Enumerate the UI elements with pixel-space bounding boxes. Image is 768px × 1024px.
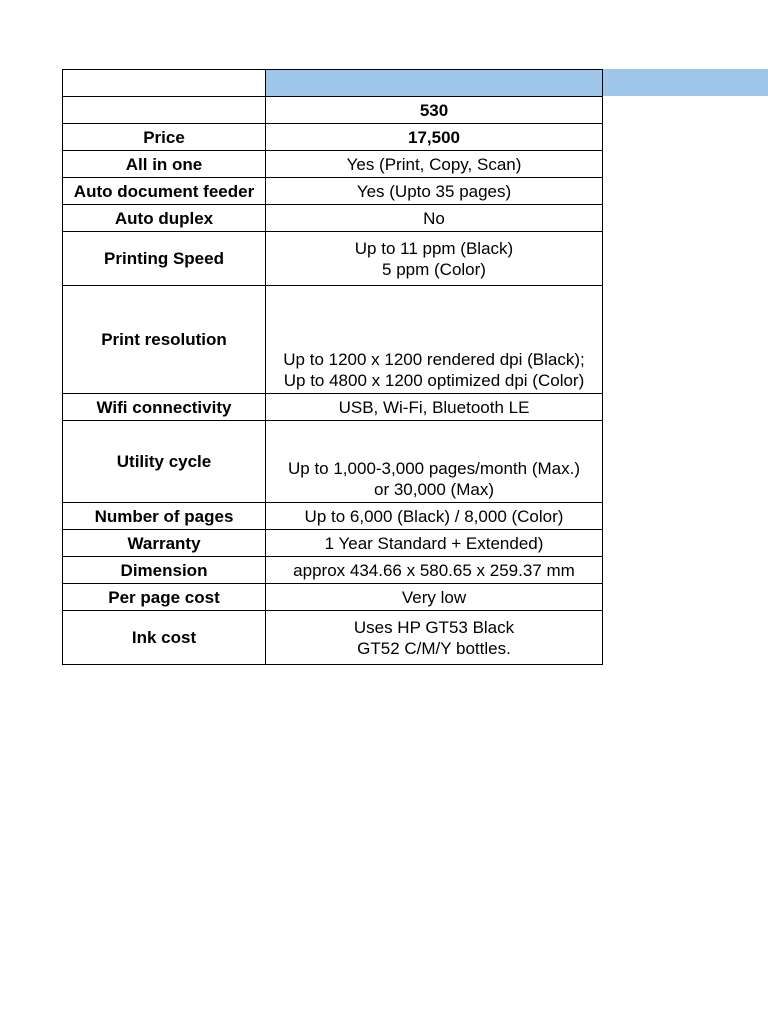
row-value-all-in-one [266, 151, 603, 178]
row-value-dimension [266, 557, 603, 584]
header-empty-cell [63, 70, 266, 97]
row-label-ink-cost: Ink cost [63, 611, 266, 665]
table-row [63, 178, 603, 205]
row-value-per-page-cost [266, 584, 603, 611]
row-value-auto-document-feeder [266, 178, 603, 205]
model-value: 530 [266, 97, 603, 124]
table-row [63, 421, 603, 503]
value-line: USB, Wi-Fi, Bluetooth LE [338, 397, 530, 417]
value-line: GT52 C/M/Y bottles. [357, 638, 511, 658]
row-label-price: Price [63, 124, 266, 151]
value-line: Yes (Print, Copy, Scan) [346, 154, 522, 174]
table-row-model [63, 97, 603, 124]
row-value-printing-speed [266, 232, 603, 286]
value-line: Very low [401, 587, 467, 607]
row-value-auto-duplex [266, 205, 603, 232]
row-value-print-resolution [266, 286, 603, 394]
row-label-auto-document-feeder: Auto document feeder [63, 178, 266, 205]
row-value-number-of-pages [266, 503, 603, 530]
row-label-per-page-cost: Per page cost [63, 584, 266, 611]
row-label-all-in-one: All in one [63, 151, 266, 178]
table-row [63, 232, 603, 286]
row-label-printing-speed: Printing Speed [63, 232, 266, 286]
value-line: 1 Year Standard + Extended) [324, 533, 544, 553]
value-line: Up to 6,000 (Black) / 8,000 (Color) [304, 506, 564, 526]
row-label-wifi-connectivity: Wifi connectivity [63, 394, 266, 421]
model-label-cell [63, 97, 266, 124]
value-line: Up to 11 ppm (Black) [354, 238, 514, 258]
value-line: Up to 1,000-3,000 pages/month (Max.) [288, 459, 580, 478]
row-label-warranty: Warranty [63, 530, 266, 557]
value-line: Yes (Upto 35 pages) [356, 181, 512, 201]
row-value-wifi-connectivity [266, 394, 603, 421]
row-value-warranty [266, 530, 603, 557]
table-row [63, 205, 603, 232]
table-row [63, 503, 603, 530]
row-label-dimension: Dimension [63, 557, 266, 584]
table-row [63, 584, 603, 611]
row-label-utility-cycle: Utility cycle [63, 421, 266, 503]
value-line: Up to 1200 x 1200 rendered dpi (Black); [283, 350, 585, 369]
spec-table [62, 69, 603, 665]
header-band-cell [266, 70, 603, 97]
table-row [63, 151, 603, 178]
value-line: Up to 4800 x 1200 optimized dpi (Color) [283, 371, 585, 390]
row-label-auto-duplex: Auto duplex [63, 205, 266, 232]
table-row [63, 530, 603, 557]
row-value-price [266, 124, 603, 151]
row-value-utility-cycle [266, 421, 603, 503]
table-row [63, 557, 603, 584]
value-line: or 30,000 (Max) [374, 480, 494, 499]
table-row [63, 394, 603, 421]
row-value-ink-cost [266, 611, 603, 665]
row-label-number-of-pages: Number of pages [63, 503, 266, 530]
value-line: approx 434.66 x 580.65 x 259.37 mm [293, 560, 575, 580]
row-label-print-resolution: Print resolution [63, 286, 266, 394]
table-row-header [63, 70, 603, 97]
value-line: 5 ppm (Color) [382, 259, 486, 279]
table-row [63, 124, 603, 151]
value-line: 17,500 [408, 127, 460, 147]
table-row [63, 286, 603, 394]
value-line: No [423, 208, 445, 228]
value-line: Uses HP GT53 Black [353, 617, 515, 637]
table-row [63, 611, 603, 665]
